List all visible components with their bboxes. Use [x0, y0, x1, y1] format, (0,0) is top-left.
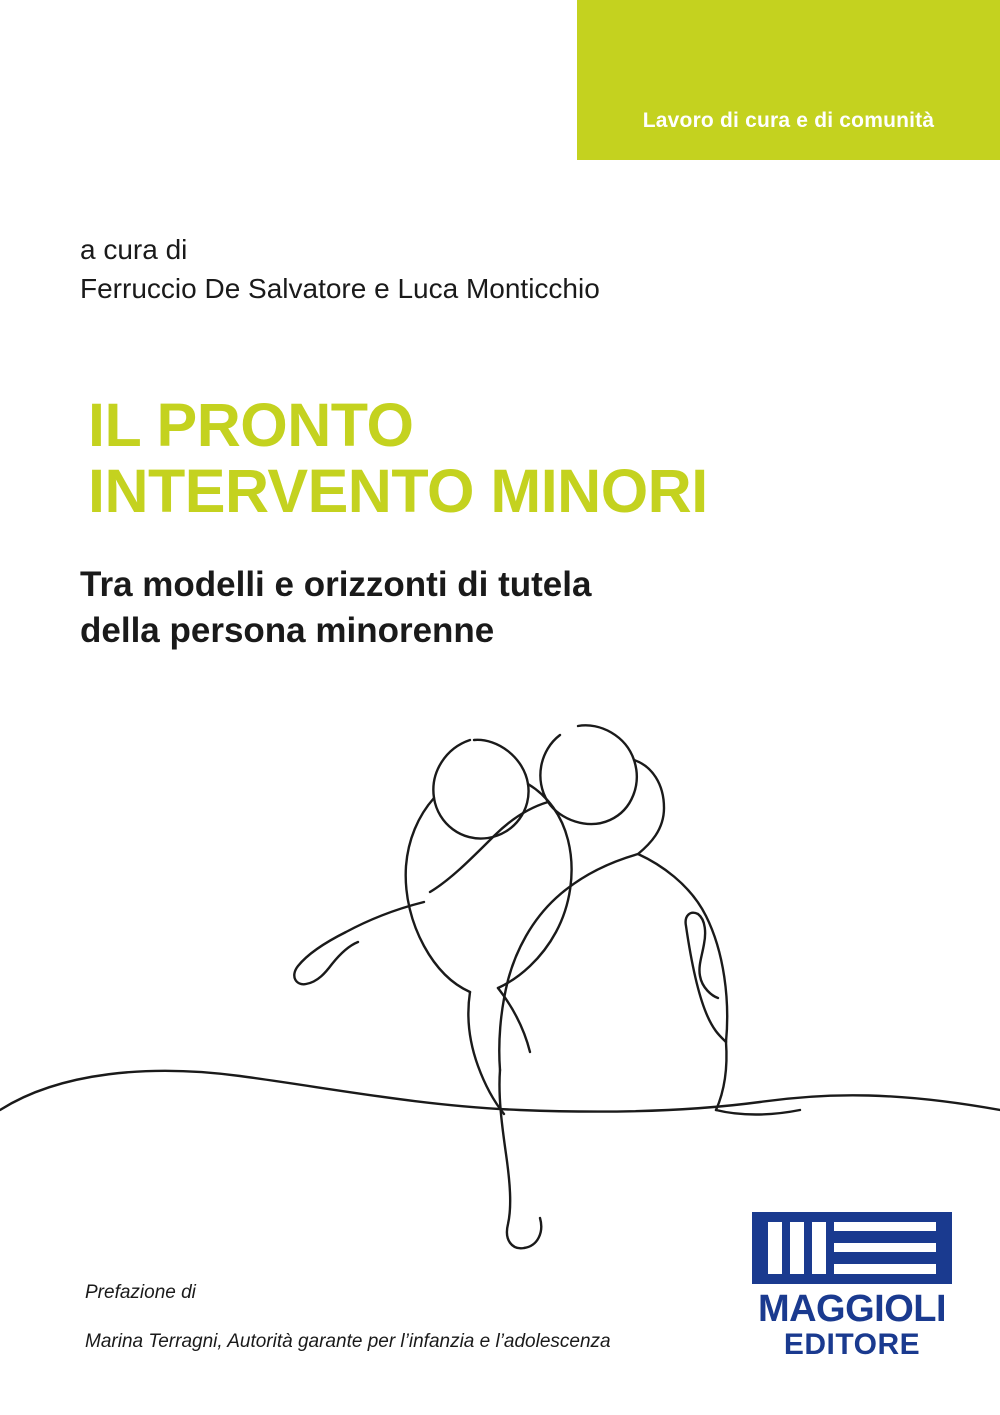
title-line-2: INTERVENTO MINORI: [88, 456, 708, 525]
page-title: [88, 393, 948, 525]
subtitle-line-2: della persona minorenne: [80, 611, 495, 651]
series-band: [577, 0, 1000, 160]
publisher-logo: [737, 1212, 967, 1360]
child-leg-2: [498, 988, 530, 1052]
adult-torso-left: [499, 854, 638, 1070]
preface-author: Marina Terragni, Autorità garante per l’infanzia e l’adolescenza: [85, 1330, 611, 1352]
subtitle-line-1: Tra modelli e orizzonti di tutela: [80, 565, 592, 604]
publisher-subtitle: EDITORE: [783, 1327, 921, 1361]
curated-by-label: a cura di: [80, 234, 188, 265]
adult-leg-back: [716, 1042, 727, 1110]
title-line-1: IL PRONTO: [88, 391, 414, 459]
figure-to-horizon: [716, 1110, 800, 1115]
editors-block: [80, 232, 880, 308]
cover-illustration: [0, 640, 1000, 1280]
series-label: Lavoro di cura e di comunità: [642, 109, 935, 132]
publisher-name: MAGGIOLI: [757, 1287, 947, 1330]
adult-arm-upper: [430, 802, 548, 892]
child-body-left: [406, 798, 470, 992]
preface-block: [85, 1280, 725, 1355]
child-head: [433, 740, 528, 839]
adult-leg-front: [499, 1070, 541, 1248]
editors-names: Ferruccio De Salvatore e Luca Monticchio: [80, 272, 600, 304]
preface-label: Prefazione di: [85, 1282, 196, 1303]
adult-hand-right: [686, 913, 726, 1042]
adult-back: [634, 760, 727, 1042]
maggioli-m-icon: [752, 1212, 952, 1284]
child-arm-left: [294, 902, 424, 984]
